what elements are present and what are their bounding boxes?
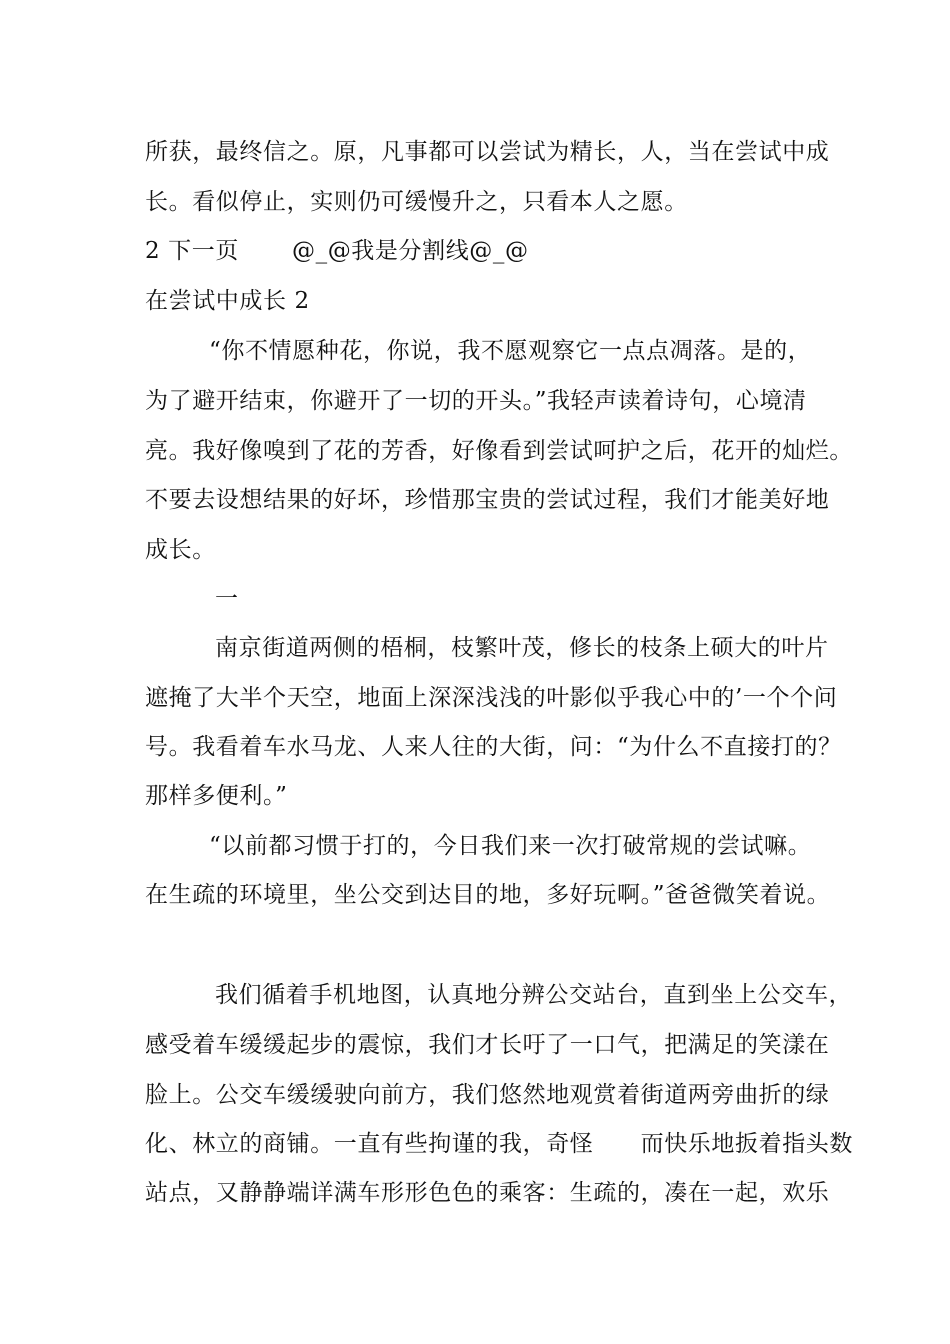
text-line: 站点，又静静端详满车形形色色的乘客：生疏的，凑在一起，欢乐 — [145, 1180, 830, 1206]
text-line: 成长。 — [145, 537, 216, 563]
text-line: 亮。我好像嗅到了花的芳香，好像看到尝试呵护之后，花开的灿烂。 — [145, 438, 853, 464]
text-line: 感受着车缓缓起步的震惊，我们才长吁了一口气，把满足的笑漾在 — [145, 1032, 830, 1058]
text-line: 为了避开结束，你避开了一切的开头。”我轻声读着诗句，心境清 — [145, 388, 807, 414]
text-line: 那样多便利。” — [145, 783, 288, 809]
text-line: 长。看似停止，实则仍可缓慢升之，只看本人之愿。 — [145, 189, 688, 215]
text-line: 所获，最终信之。原，凡事都可以尝试为精长，人，当在尝试中成 — [145, 139, 830, 165]
text-line: 脸上。公交车缓缓驶向前方，我们悠然地观赏着街道两旁曲折的绿 — [145, 1082, 830, 1108]
text-line: 遮掩了大半个天空，地面上深深浅浅的叶影似乎我心中的’一个个问 — [145, 685, 838, 711]
page-break-label: 2 下一页 — [145, 238, 239, 264]
text-line: 在生疏的环境里，坐公交到达目的地，多好玩啊。”爸爸微笑着说。 — [145, 882, 831, 908]
section-number: 一 — [215, 586, 239, 612]
text-line: 不要去设想结果的好坏，珍惜那宝贵的尝试过程，我们才能美好地 — [145, 487, 830, 513]
text-line: 化、林立的商铺。一直有些拘谨的我，奇怪 而快乐地扳着指头数 — [145, 1131, 853, 1157]
text-line: 南京街道两侧的梧桐，枝繁叶茂，修长的枝条上硕大的叶片 — [215, 635, 829, 661]
text-line: “你不情愿种花，你说，我不愿观察它一点点凋落。是的， — [209, 338, 812, 364]
text-line: 我们循着手机地图，认真地分辨公交站台，直到坐上公交车， — [215, 982, 853, 1008]
separator-line: @_@我是分割线@_@ — [292, 238, 529, 264]
text-line: 号。我看着车水马龙、人来人往的大街，问：“为什么不直接打的？ — [145, 734, 842, 760]
text-line: “以前都习惯于打的，今日我们来一次打破常规的尝试嘛。 — [209, 833, 812, 859]
section-title: 在尝试中成长 2 — [145, 288, 310, 314]
